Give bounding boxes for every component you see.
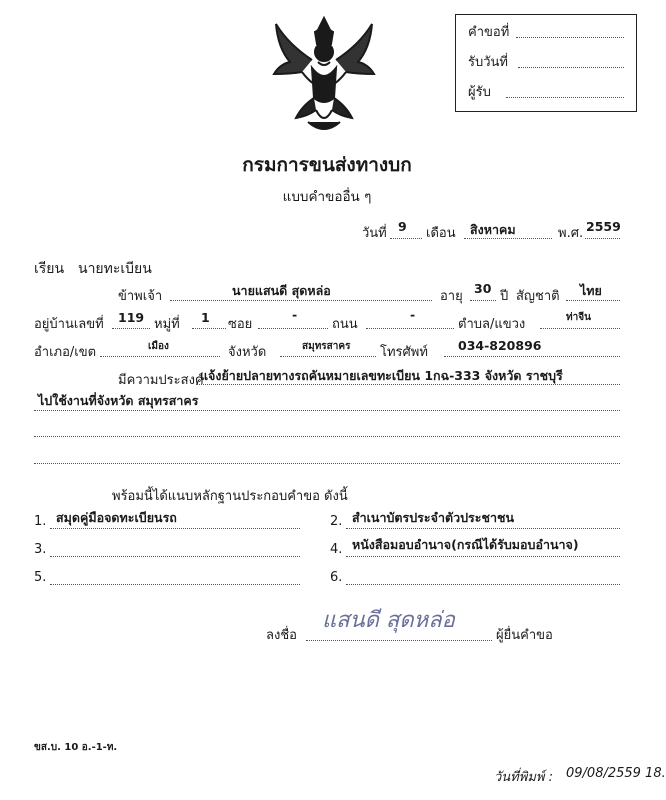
province-value: สมุทรสาคร: [302, 341, 351, 352]
applicant-name-label: ข้าพเจ้า: [118, 289, 163, 304]
purpose-text-2: ไปใช้งานที่จังหวัด สมุทรสาคร: [38, 393, 199, 408]
phone-label: โทรศัพท์: [380, 345, 428, 360]
moo-value: 1: [201, 310, 210, 325]
district-value: เมือง: [148, 341, 169, 352]
print-date-value: 09/08/2559 18.: [566, 766, 666, 781]
year-label: พ.ศ.: [558, 226, 584, 241]
road-line: [366, 328, 454, 329]
nationality-label: สัญชาติ: [516, 289, 560, 304]
attachment-line-5: [50, 584, 300, 585]
garuda-emblem-icon: [268, 14, 380, 138]
soi-label: ซอย: [228, 317, 253, 332]
purpose-text-1: แจ้งย้ายปลายทางรถคันหมายเลขทะเบียน 1กฉ-333 จังหวัด ราชบุรี: [200, 368, 563, 383]
attachment-num-2: 2.: [330, 514, 343, 529]
month-label: เดือน: [426, 226, 456, 241]
month-value: สิงหาคม: [470, 222, 516, 237]
page-title: กรมการขนส่งทางบก: [242, 154, 412, 176]
attachment-text-4: หนังสือมอบอำนาจ(กรณีได้รับมอบอำนาจ): [352, 537, 579, 552]
day-label: วันที่: [362, 226, 387, 241]
request-no-label: คำขอที่: [468, 25, 510, 40]
addressee-value: นายทะเบียน: [78, 261, 152, 277]
soi-line: [258, 328, 328, 329]
year-value: 2559: [586, 219, 621, 234]
attachment-text-1: สมุดคู่มือจดทะเบียนรถ: [56, 510, 177, 525]
province-line: [280, 356, 376, 357]
soi-value: -: [292, 307, 298, 322]
age-label: อายุ: [440, 289, 463, 304]
house-no-line: [112, 328, 150, 329]
attachment-line-4: [346, 556, 620, 557]
subdistrict-value: ท่าจีน: [566, 312, 591, 323]
age-value: 30: [474, 281, 492, 296]
attachment-num-1: 1.: [34, 514, 47, 529]
age-unit: ปี: [500, 289, 509, 304]
received-date-line: [518, 67, 624, 68]
receiver-label: ผู้รับ: [468, 85, 491, 100]
attachment-line-2: [346, 528, 620, 529]
day-line: [390, 238, 422, 239]
attachment-num-6: 6.: [330, 570, 343, 585]
attachment-num-3: 3.: [34, 542, 47, 557]
purpose-line-3: [34, 436, 620, 437]
subdistrict-line: [540, 328, 620, 329]
attachment-line-6: [346, 584, 620, 585]
attachment-line-3: [50, 556, 300, 557]
moo-line: [192, 328, 226, 329]
day-value: 9: [398, 219, 407, 234]
purpose-line-4: [34, 463, 620, 464]
print-date-label: วันที่พิมพ์ :: [494, 770, 553, 785]
handwritten-signature: แสนดี สุดหล่อ: [322, 608, 455, 633]
signature-role: ผู้ยื่นคำขอ: [496, 628, 553, 643]
applicant-name-value: นายแสนดี สุดหล่อ: [232, 283, 331, 298]
request-no-line: [516, 37, 624, 38]
road-label: ถนน: [332, 317, 358, 332]
subdistrict-label: ตำบล/แขวง: [458, 317, 526, 332]
signature-label: ลงชื่อ: [266, 628, 297, 643]
form-subtitle: แบบคำขออื่น ๆ: [282, 189, 372, 205]
receiver-line: [506, 97, 624, 98]
moo-label: หมู่ที่: [154, 317, 180, 332]
attachment-num-5: 5.: [34, 570, 47, 585]
purpose-label: มีความประสงค์: [118, 373, 204, 388]
district-line: [100, 356, 220, 357]
attachment-line-1: [50, 528, 300, 529]
form-code: ขส.บ. 10 อ.-1-ท.: [34, 742, 118, 753]
signature-line: [306, 640, 492, 641]
phone-value: 034-820896: [458, 338, 542, 353]
attachments-label: พร้อมนี้ได้แนบหลักฐานประกอบคำขอ ดังนี้: [112, 489, 348, 504]
year-line: [585, 238, 620, 239]
attachment-num-4: 4.: [330, 542, 343, 557]
age-line: [470, 300, 496, 301]
addressee-label: เรียน: [34, 261, 65, 277]
house-no-value: 119: [118, 310, 145, 325]
house-no-label: อยู่บ้านเลขที่: [34, 317, 104, 332]
nationality-value: ไทย: [580, 283, 602, 298]
office-use-box: [455, 14, 637, 112]
road-value: -: [410, 307, 416, 322]
attachment-text-2: สำเนาบัตรประจำตัวประชาชน: [352, 510, 514, 525]
received-date-label: รับวันที่: [468, 55, 508, 70]
district-label: อำเภอ/เขต: [34, 345, 97, 360]
province-label: จังหวัด: [228, 345, 267, 360]
phone-line: [444, 356, 620, 357]
